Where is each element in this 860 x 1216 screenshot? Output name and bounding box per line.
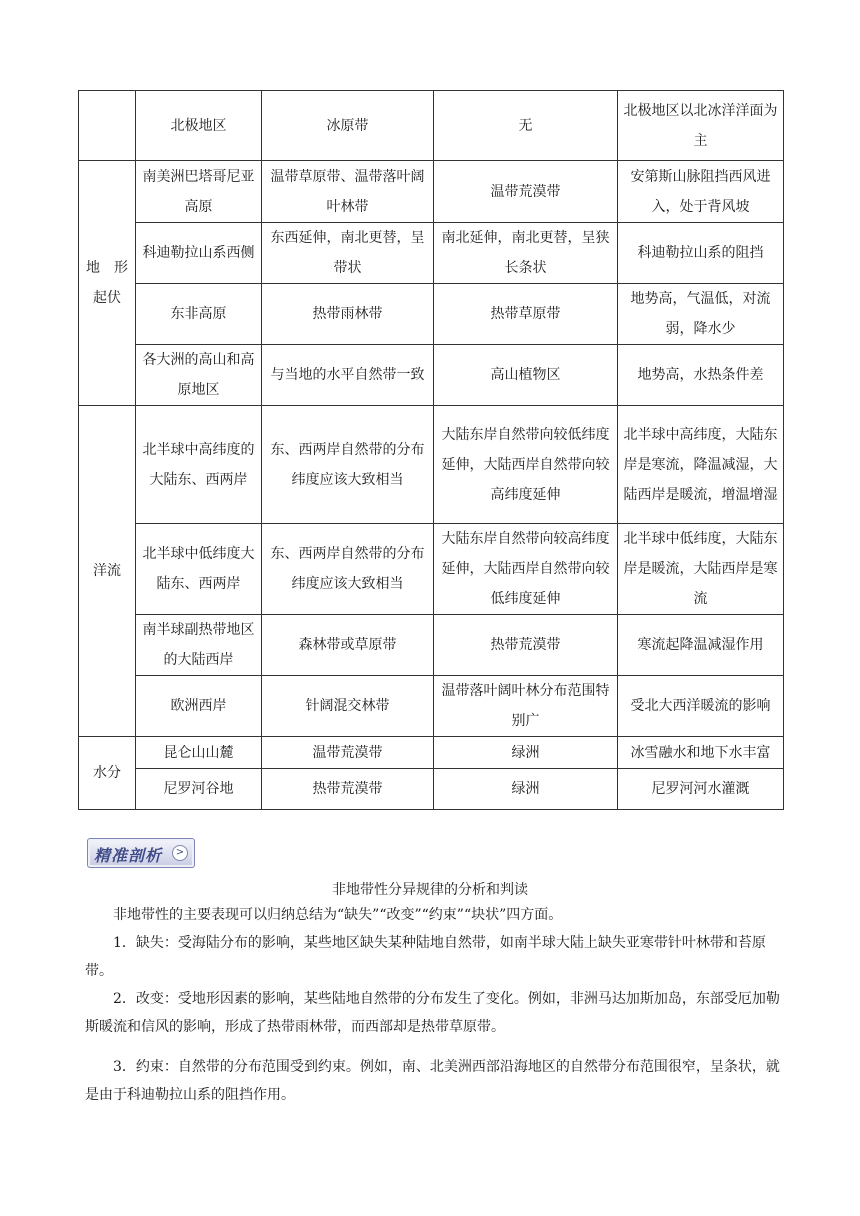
table-cell: 安第斯山脉阻挡西风进入，处于背风坡 [618, 161, 784, 223]
table-cell: 高山植物区 [434, 345, 618, 406]
table-cell: 地势高，水热条件差 [618, 345, 784, 406]
table-cell: 温带荒漠带 [434, 161, 618, 223]
table-cell: 冰原带 [262, 91, 434, 161]
section-title: 非地带性分异规律的分析和判读 [332, 882, 528, 898]
table-cell: 北半球中低纬度大陆东、西两岸 [136, 524, 262, 615]
table-row [79, 91, 784, 161]
table-row [79, 161, 784, 223]
section-badge [87, 838, 195, 868]
badge-label: 精准剖析 [94, 846, 163, 865]
table-cell: 尼罗河谷地 [136, 769, 262, 810]
table-cell: 温带草原带、温带落叶阔叶林带 [262, 161, 434, 223]
arrow-right-icon: > [172, 845, 188, 861]
table-cell: 热带荒漠带 [262, 769, 434, 810]
table-cell: 针阔混交林带 [262, 676, 434, 737]
table-row [79, 524, 784, 615]
table-cell: 温带荒漠带 [262, 737, 434, 769]
table-cell: 科迪勒拉山系西侧 [136, 223, 262, 284]
table-cell: 大陆东岸自然带向较低纬度延伸，大陆西岸自然带向较高纬度延伸 [434, 406, 618, 524]
table-cell: 北极地区以北冰洋洋面为主 [618, 91, 784, 161]
point-paragraph: 1．缺失：受海陆分布的影响，某些地区缺失某种陆地自然带，如南半球大陆上缺失亚寒带针叶林带和苔原带。 [85, 935, 766, 979]
table-cell: 热带草原带 [434, 284, 618, 345]
category-water: 水分 [79, 737, 136, 810]
table-row [79, 615, 784, 676]
table-cell: 地势高，气温低，对流弱，降水少 [618, 284, 784, 345]
category-current: 洋流 [79, 406, 136, 737]
intro-paragraph: 非地带性的主要表现可以归纳总结为“缺失”“改变”“约束”“块状”四方面。 [113, 907, 563, 923]
point-paragraph: 3．约束：自然带的分布范围受到约束。例如，南、北美洲西部沿海地区的自然带分布范围很窄，呈条状，就是由于科迪勒拉山系的阻挡作用。 [85, 1059, 780, 1103]
table-cell: 尼罗河河水灌溉 [618, 769, 784, 810]
table-cell: 南北延伸，南北更替，呈狭长条状 [434, 223, 618, 284]
table-cell: 森林带或草原带 [262, 615, 434, 676]
table-row [79, 223, 784, 284]
table-cell: 无 [434, 91, 618, 161]
table-row [79, 406, 784, 524]
table-cell: 东非高原 [136, 284, 262, 345]
table-cell: 南半球副热带地区的大陆西岸 [136, 615, 262, 676]
table-cell: 热带荒漠带 [434, 615, 618, 676]
table-cell: 东西延伸，南北更替，呈带状 [262, 223, 434, 284]
table-cell: 绿洲 [434, 737, 618, 769]
table-cell: 东、西两岸自然带的分布纬度应该大致相当 [262, 524, 434, 615]
table-cell: 东、西两岸自然带的分布纬度应该大致相当 [262, 406, 434, 524]
table-cell: 寒流起降温减湿作用 [618, 615, 784, 676]
table-cell: 欧洲西岸 [136, 676, 262, 737]
table-cell: 昆仑山山麓 [136, 737, 262, 769]
table-row [79, 769, 784, 810]
table-row [79, 737, 784, 769]
table-cell: 温带落叶阔叶林分布范围特别广 [434, 676, 618, 737]
table-cell: 南美洲巴塔哥尼亚高原 [136, 161, 262, 223]
table-cell: 北极地区 [136, 91, 262, 161]
table-row [79, 345, 784, 406]
zonation-table [78, 90, 784, 810]
table-cell: 北半球中高纬度，大陆东岸是寒流，降温减湿，大陆西岸是暖流，增温增湿 [618, 406, 784, 524]
table-row [79, 676, 784, 737]
table-cell: 绿洲 [434, 769, 618, 810]
table-cell: 北半球中高纬度的大陆东、西两岸 [136, 406, 262, 524]
table-cell: 热带雨林带 [262, 284, 434, 345]
table-cell: 大陆东岸自然带向较高纬度延伸，大陆西岸自然带向较低纬度延伸 [434, 524, 618, 615]
category-terrain: 地 形 起伏 [79, 161, 136, 406]
table-cell: 北半球中低纬度，大陆东岸是暖流，大陆西岸是寒流 [618, 524, 784, 615]
table-cell: 各大洲的高山和高原地区 [136, 345, 262, 406]
table-cell: 科迪勒拉山系的阻挡 [618, 223, 784, 284]
table-cell: 受北大西洋暖流的影响 [618, 676, 784, 737]
point-paragraph: 2．改变：受地形因素的影响，某些陆地自然带的分布发生了变化。例如，非洲马达加斯加岛，东部受厄加勒斯暖流和信风的影响，形成了热带雨林带，而西部却是热带草原带。 [85, 991, 780, 1035]
table-cell: 冰雪融水和地下水丰富 [618, 737, 784, 769]
table-cell: 与当地的水平自然带一致 [262, 345, 434, 406]
table-row [79, 284, 784, 345]
table-cell-empty [79, 91, 136, 161]
